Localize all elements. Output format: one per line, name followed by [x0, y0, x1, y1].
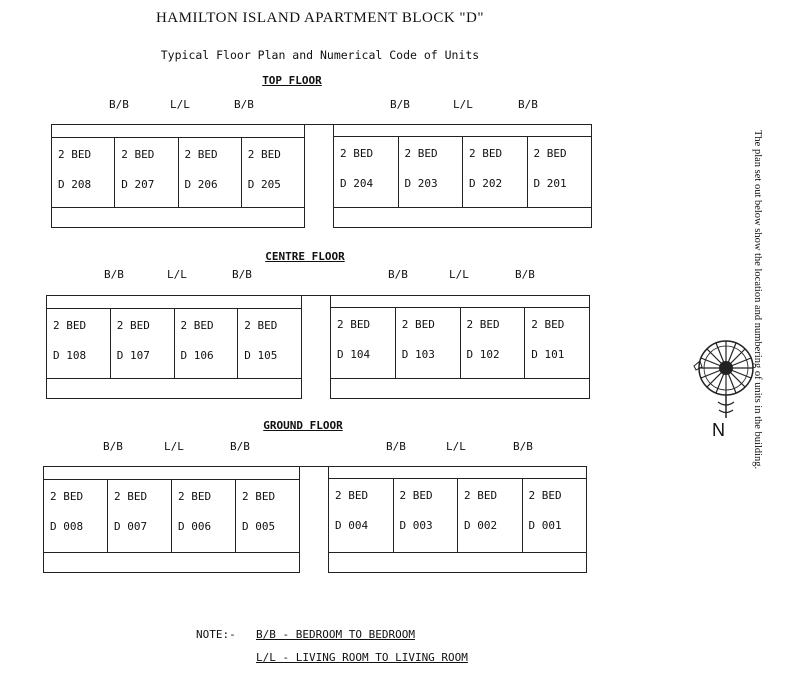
unit-type: 2 BED — [178, 490, 212, 503]
unit-number: D 006 — [178, 520, 212, 533]
unit-type: 2 BED — [399, 489, 433, 502]
unit-type: 2 BED — [50, 490, 84, 503]
note-line-bb: B/B - BEDROOM TO BEDROOM — [256, 628, 415, 641]
unit-cell — [334, 136, 399, 208]
unit-number: D 104 — [337, 348, 371, 361]
unit-block-ground-left — [43, 466, 300, 573]
unit-number: D 206 — [184, 178, 218, 191]
unit-block-centre-left — [46, 295, 302, 399]
unit-number: D 003 — [399, 519, 433, 532]
balcony-strip — [52, 207, 304, 227]
unit-cell — [528, 136, 592, 208]
unit-type: 2 BED — [337, 318, 371, 331]
unit-cell — [331, 307, 396, 379]
unit-number: D 004 — [335, 519, 369, 532]
unit-cell — [329, 478, 394, 553]
code-label: B/B — [230, 440, 250, 453]
unit-type: 2 BED — [58, 148, 92, 161]
unit-number: D 207 — [121, 178, 155, 191]
unit-cell — [461, 307, 526, 379]
unit-number: D 105 — [244, 349, 278, 362]
balcony-strip — [44, 552, 299, 572]
unit-cell — [463, 136, 528, 208]
floor-label-ground: GROUND FLOOR — [263, 419, 343, 432]
unit-block-top-right — [333, 124, 592, 228]
unit-type: 2 BED — [404, 147, 438, 160]
unit-type: 2 BED — [114, 490, 148, 503]
unit-type: 2 BED — [121, 148, 155, 161]
code-label: B/B — [232, 268, 252, 281]
unit-cell — [47, 308, 111, 379]
unit-cell — [525, 307, 589, 379]
unit-cell — [108, 479, 172, 553]
unit-number: D 001 — [528, 519, 562, 532]
north-label: N — [712, 420, 725, 440]
unit-cell — [52, 137, 115, 208]
unit-type: 2 BED — [116, 319, 150, 332]
unit-number: D 103 — [401, 348, 435, 361]
balcony-strip — [47, 378, 301, 398]
unit-type: 2 BED — [531, 318, 565, 331]
unit-block-centre-right — [330, 295, 590, 399]
code-label: B/B — [103, 440, 123, 453]
unit-number: D 108 — [53, 349, 87, 362]
code-label: L/L — [164, 440, 184, 453]
unit-cell — [523, 478, 587, 553]
unit-type: 2 BED — [401, 318, 435, 331]
unit-type: 2 BED — [184, 148, 218, 161]
page-subtitle: Typical Floor Plan and Numerical Code of Units — [160, 48, 480, 62]
unit-number: D 101 — [531, 348, 565, 361]
unit-cell — [172, 479, 236, 553]
code-label: B/B — [109, 98, 129, 111]
unit-cell — [115, 137, 178, 208]
balcony-strip — [334, 207, 591, 227]
code-label: L/L — [449, 268, 469, 281]
unit-number: D 205 — [247, 178, 281, 191]
code-label: B/B — [104, 268, 124, 281]
unit-type: 2 BED — [180, 319, 214, 332]
code-label: L/L — [453, 98, 473, 111]
code-label: B/B — [386, 440, 406, 453]
unit-type: 2 BED — [469, 147, 503, 160]
unit-type: 2 BED — [242, 490, 276, 503]
unit-type: 2 BED — [335, 489, 369, 502]
floor-label-centre: CENTRE FLOOR — [265, 250, 345, 263]
code-label: L/L — [170, 98, 190, 111]
unit-type: 2 BED — [244, 319, 278, 332]
unit-type: 2 BED — [53, 319, 87, 332]
unit-number: D 002 — [464, 519, 498, 532]
note-line-ll: L/L - LIVING ROOM TO LIVING ROOM — [256, 651, 468, 664]
unit-type: 2 BED — [464, 489, 498, 502]
unit-number: D 007 — [114, 520, 148, 533]
unit-number: D 202 — [469, 177, 503, 190]
unit-type: 2 BED — [340, 147, 374, 160]
unit-number: D 201 — [533, 177, 567, 190]
unit-cell — [242, 137, 304, 208]
balcony-strip — [331, 378, 589, 398]
unit-block-ground-right — [328, 466, 587, 573]
note-prefix: NOTE:- — [196, 628, 236, 641]
unit-number: D 005 — [242, 520, 276, 533]
unit-number: D 106 — [180, 349, 214, 362]
unit-number: D 203 — [404, 177, 438, 190]
floor-label-top: TOP FLOOR — [262, 74, 322, 87]
unit-number: D 107 — [116, 349, 150, 362]
balcony-strip — [329, 552, 586, 572]
side-note — [752, 130, 800, 550]
code-label: B/B — [518, 98, 538, 111]
code-label: B/B — [388, 268, 408, 281]
unit-cell — [44, 479, 108, 553]
unit-cell — [179, 137, 242, 208]
code-label: B/B — [515, 268, 535, 281]
unit-type: 2 BED — [466, 318, 500, 331]
page-title: HAMILTON ISLAND APARTMENT BLOCK "D" — [155, 10, 485, 26]
unit-cell — [458, 478, 523, 553]
unit-cell — [394, 478, 459, 553]
code-label: B/B — [234, 98, 254, 111]
unit-cell — [175, 308, 239, 379]
unit-cell — [111, 308, 175, 379]
code-label: B/B — [390, 98, 410, 111]
unit-cell — [238, 308, 301, 379]
unit-type: 2 BED — [533, 147, 567, 160]
code-label: B/B — [513, 440, 533, 453]
side-note-text: The plan set out below show the location and numbering of units in the building. — [752, 130, 763, 470]
unit-cell — [399, 136, 464, 208]
unit-number: D 102 — [466, 348, 500, 361]
unit-number: D 208 — [58, 178, 92, 191]
unit-number: D 204 — [340, 177, 374, 190]
unit-type: 2 BED — [247, 148, 281, 161]
unit-block-top-left — [51, 124, 305, 228]
unit-type: 2 BED — [528, 489, 562, 502]
unit-cell — [236, 479, 299, 553]
code-label: L/L — [167, 268, 187, 281]
unit-cell — [396, 307, 461, 379]
code-label: L/L — [446, 440, 466, 453]
unit-number: D 008 — [50, 520, 84, 533]
